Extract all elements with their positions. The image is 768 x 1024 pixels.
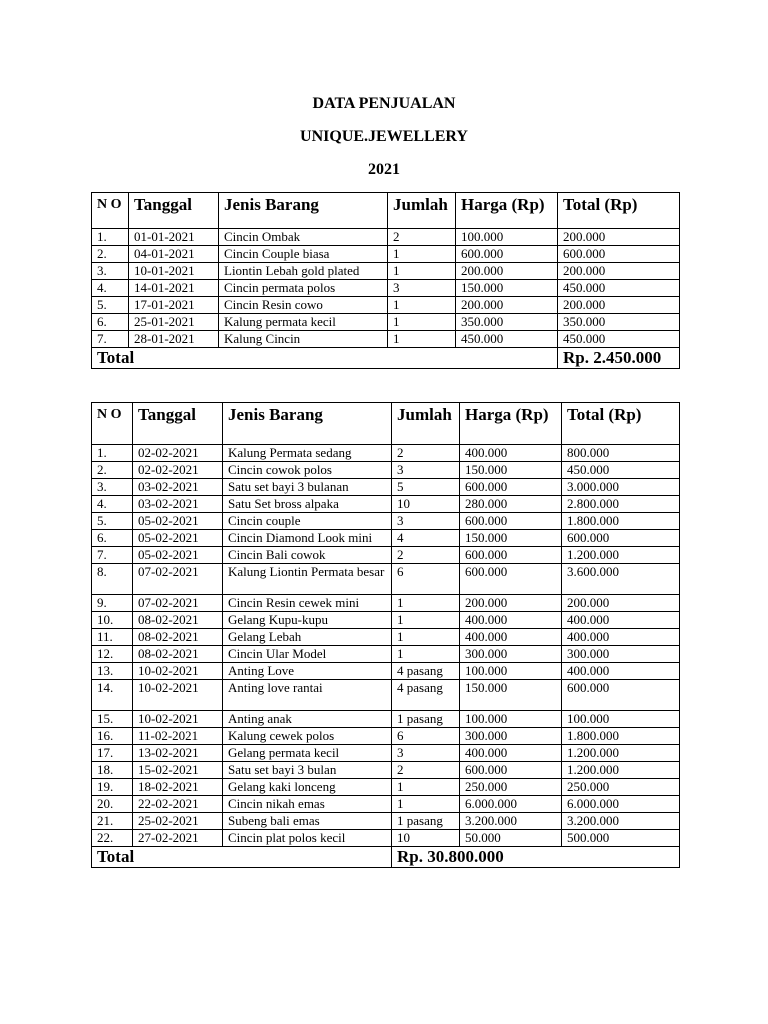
cell-harga: 300.000 bbox=[460, 646, 562, 663]
cell-no: 11. bbox=[92, 629, 133, 646]
cell-total: 100.000 bbox=[562, 711, 680, 728]
table-row bbox=[92, 728, 680, 745]
cell-no: 1. bbox=[92, 229, 129, 246]
cell-total: 800.000 bbox=[562, 445, 680, 462]
header-jumlah: Jumlah bbox=[388, 193, 456, 229]
cell-tanggal: 05-02-2021 bbox=[133, 513, 223, 530]
cell-no: 17. bbox=[92, 745, 133, 762]
cell-jumlah: 1 bbox=[392, 629, 460, 646]
cell-tanggal: 15-02-2021 bbox=[133, 762, 223, 779]
table-row bbox=[92, 663, 680, 680]
header-jenis-barang: Jenis Barang bbox=[219, 193, 388, 229]
header-tanggal: Tanggal bbox=[133, 403, 223, 445]
cell-tanggal: 08-02-2021 bbox=[133, 612, 223, 629]
cell-harga: 50.000 bbox=[460, 830, 562, 847]
table-row bbox=[92, 462, 680, 479]
cell-jenis-barang: Kalung permata kecil bbox=[219, 314, 388, 331]
cell-tanggal: 07-02-2021 bbox=[133, 564, 223, 595]
cell-jumlah: 1 bbox=[388, 314, 456, 331]
cell-no: 6. bbox=[92, 314, 129, 331]
cell-harga: 100.000 bbox=[456, 229, 558, 246]
cell-tanggal: 27-02-2021 bbox=[133, 830, 223, 847]
cell-no: 18. bbox=[92, 762, 133, 779]
cell-total: 3.000.000 bbox=[562, 479, 680, 496]
table-row bbox=[92, 513, 680, 530]
cell-jumlah: 1 bbox=[388, 331, 456, 348]
cell-no: 15. bbox=[92, 711, 133, 728]
cell-jenis-barang: Anting anak bbox=[223, 711, 392, 728]
cell-total: 400.000 bbox=[562, 612, 680, 629]
cell-harga: 3.200.000 bbox=[460, 813, 562, 830]
cell-tanggal: 11-02-2021 bbox=[133, 728, 223, 745]
header-tanggal: Tanggal bbox=[129, 193, 219, 229]
cell-tanggal: 05-02-2021 bbox=[133, 547, 223, 564]
cell-jumlah: 1 bbox=[392, 595, 460, 612]
cell-tanggal: 04-01-2021 bbox=[129, 246, 219, 263]
cell-jumlah: 1 pasang bbox=[392, 711, 460, 728]
cell-jenis-barang: Gelang Kupu-kupu bbox=[223, 612, 392, 629]
cell-harga: 450.000 bbox=[456, 331, 558, 348]
cell-tanggal: 13-02-2021 bbox=[133, 745, 223, 762]
header-total: Total (Rp) bbox=[562, 403, 680, 445]
cell-jumlah: 2 bbox=[392, 547, 460, 564]
cell-harga: 300.000 bbox=[460, 728, 562, 745]
table-row bbox=[92, 547, 680, 564]
cell-total: 600.000 bbox=[558, 246, 680, 263]
cell-jumlah: 6 bbox=[392, 564, 460, 595]
cell-harga: 600.000 bbox=[460, 547, 562, 564]
cell-total: 250.000 bbox=[562, 779, 680, 796]
cell-no: 16. bbox=[92, 728, 133, 745]
cell-jenis-barang: Kalung Permata sedang bbox=[223, 445, 392, 462]
cell-jumlah: 2 bbox=[388, 229, 456, 246]
cell-harga: 400.000 bbox=[460, 612, 562, 629]
cell-no: 19. bbox=[92, 779, 133, 796]
cell-total: 350.000 bbox=[558, 314, 680, 331]
table-row bbox=[92, 745, 680, 762]
cell-total: 1.200.000 bbox=[562, 547, 680, 564]
cell-jumlah: 1 bbox=[388, 263, 456, 280]
cell-harga: 200.000 bbox=[456, 263, 558, 280]
cell-jenis-barang: Cincin Bali cowok bbox=[223, 547, 392, 564]
cell-no: 10. bbox=[92, 612, 133, 629]
cell-jumlah: 1 bbox=[392, 779, 460, 796]
cell-jenis-barang: Subeng bali emas bbox=[223, 813, 392, 830]
table-row bbox=[92, 595, 680, 612]
table-row bbox=[92, 280, 680, 297]
cell-tanggal: 10-02-2021 bbox=[133, 663, 223, 680]
cell-harga: 280.000 bbox=[460, 496, 562, 513]
cell-jumlah: 3 bbox=[392, 513, 460, 530]
cell-harga: 600.000 bbox=[460, 479, 562, 496]
cell-jumlah: 2 bbox=[392, 445, 460, 462]
cell-harga: 150.000 bbox=[456, 280, 558, 297]
cell-jenis-barang: Anting love rantai bbox=[223, 680, 392, 711]
cell-harga: 400.000 bbox=[460, 445, 562, 462]
cell-total: 600.000 bbox=[562, 530, 680, 547]
cell-tanggal: 01-01-2021 bbox=[129, 229, 219, 246]
header-total: Total (Rp) bbox=[558, 193, 680, 229]
cell-total: 450.000 bbox=[558, 331, 680, 348]
cell-jenis-barang: Satu Set bross alpaka bbox=[223, 496, 392, 513]
cell-jenis-barang: Cincin couple bbox=[223, 513, 392, 530]
cell-harga: 100.000 bbox=[460, 711, 562, 728]
cell-total: 450.000 bbox=[558, 280, 680, 297]
cell-total: 3.600.000 bbox=[562, 564, 680, 595]
header-harga: Harga (Rp) bbox=[456, 193, 558, 229]
cell-no: 7. bbox=[92, 331, 129, 348]
cell-no: 1. bbox=[92, 445, 133, 462]
header-harga: Harga (Rp) bbox=[460, 403, 562, 445]
total-label: Total bbox=[92, 847, 392, 868]
cell-no: 20. bbox=[92, 796, 133, 813]
cell-jumlah: 2 bbox=[392, 762, 460, 779]
cell-tanggal: 18-02-2021 bbox=[133, 779, 223, 796]
cell-jenis-barang: Liontin Lebah gold plated bbox=[219, 263, 388, 280]
cell-jenis-barang: Cincin permata polos bbox=[219, 280, 388, 297]
cell-harga: 600.000 bbox=[460, 762, 562, 779]
cell-harga: 250.000 bbox=[460, 779, 562, 796]
header-jumlah: Jumlah bbox=[392, 403, 460, 445]
cell-jenis-barang: Gelang Lebah bbox=[223, 629, 392, 646]
document-title: DATA PENJUALAN bbox=[312, 95, 456, 112]
cell-no: 14. bbox=[92, 680, 133, 711]
cell-tanggal: 02-02-2021 bbox=[133, 445, 223, 462]
cell-jumlah: 1 bbox=[388, 246, 456, 263]
cell-total: 400.000 bbox=[562, 663, 680, 680]
cell-jumlah: 3 bbox=[392, 745, 460, 762]
table-row bbox=[92, 796, 680, 813]
cell-tanggal: 17-01-2021 bbox=[129, 297, 219, 314]
table-row bbox=[92, 445, 680, 462]
cell-jumlah: 3 bbox=[388, 280, 456, 297]
cell-total: 200.000 bbox=[558, 229, 680, 246]
cell-jumlah: 4 bbox=[392, 530, 460, 547]
cell-tanggal: 10-02-2021 bbox=[133, 680, 223, 711]
year-heading: 2021 bbox=[368, 161, 400, 178]
cell-harga: 200.000 bbox=[460, 595, 562, 612]
table-row bbox=[92, 629, 680, 646]
cell-jenis-barang: Cincin nikah emas bbox=[223, 796, 392, 813]
cell-jumlah: 4 pasang bbox=[392, 663, 460, 680]
cell-total: 6.000.000 bbox=[562, 796, 680, 813]
cell-total: 2.800.000 bbox=[562, 496, 680, 513]
cell-no: 13. bbox=[92, 663, 133, 680]
cell-jumlah: 4 pasang bbox=[392, 680, 460, 711]
total-value: Rp. 30.800.000 bbox=[392, 847, 680, 868]
cell-tanggal: 03-02-2021 bbox=[133, 479, 223, 496]
cell-tanggal: 08-02-2021 bbox=[133, 646, 223, 663]
table-row bbox=[92, 246, 680, 263]
cell-jumlah: 1 bbox=[392, 646, 460, 663]
cell-total: 1.800.000 bbox=[562, 513, 680, 530]
table-row bbox=[92, 612, 680, 629]
cell-jenis-barang: Kalung Cincin bbox=[219, 331, 388, 348]
sales-table-january bbox=[91, 192, 680, 369]
cell-no: 3. bbox=[92, 479, 133, 496]
cell-harga: 150.000 bbox=[460, 680, 562, 711]
cell-tanggal: 22-02-2021 bbox=[133, 796, 223, 813]
table-row bbox=[92, 813, 680, 830]
table-row bbox=[92, 229, 680, 246]
cell-no: 4. bbox=[92, 280, 129, 297]
header-no: N O bbox=[92, 193, 129, 229]
cell-total: 1.200.000 bbox=[562, 745, 680, 762]
table-row bbox=[92, 762, 680, 779]
cell-total: 450.000 bbox=[562, 462, 680, 479]
cell-harga: 600.000 bbox=[460, 513, 562, 530]
table-row bbox=[92, 530, 680, 547]
cell-jumlah: 5 bbox=[392, 479, 460, 496]
table-row bbox=[92, 711, 680, 728]
cell-tanggal: 03-02-2021 bbox=[133, 496, 223, 513]
cell-jumlah: 3 bbox=[392, 462, 460, 479]
cell-no: 8. bbox=[92, 564, 133, 595]
cell-tanggal: 05-02-2021 bbox=[133, 530, 223, 547]
cell-harga: 400.000 bbox=[460, 745, 562, 762]
cell-jenis-barang: Cincin plat polos kecil bbox=[223, 830, 392, 847]
cell-total: 200.000 bbox=[562, 595, 680, 612]
cell-jenis-barang: Satu set bayi 3 bulan bbox=[223, 762, 392, 779]
cell-tanggal: 10-02-2021 bbox=[133, 711, 223, 728]
cell-no: 3. bbox=[92, 263, 129, 280]
table-row bbox=[92, 331, 680, 348]
cell-total: 300.000 bbox=[562, 646, 680, 663]
cell-jenis-barang: Cincin Resin cowo bbox=[219, 297, 388, 314]
cell-jenis-barang: Cincin Ombak bbox=[219, 229, 388, 246]
cell-harga: 600.000 bbox=[460, 564, 562, 595]
cell-jumlah: 1 pasang bbox=[392, 813, 460, 830]
cell-jenis-barang: Cincin Couple biasa bbox=[219, 246, 388, 263]
cell-jumlah: 10 bbox=[392, 496, 460, 513]
table-row bbox=[92, 314, 680, 331]
total-value: Rp. 2.450.000 bbox=[558, 348, 680, 369]
table-row bbox=[92, 297, 680, 314]
cell-tanggal: 25-01-2021 bbox=[129, 314, 219, 331]
cell-tanggal: 25-02-2021 bbox=[133, 813, 223, 830]
total-label: Total bbox=[92, 348, 558, 369]
cell-tanggal: 02-02-2021 bbox=[133, 462, 223, 479]
header-no: N O bbox=[92, 403, 133, 445]
cell-tanggal: 14-01-2021 bbox=[129, 280, 219, 297]
cell-harga: 150.000 bbox=[460, 530, 562, 547]
cell-no: 5. bbox=[92, 297, 129, 314]
cell-tanggal: 07-02-2021 bbox=[133, 595, 223, 612]
cell-jenis-barang: Cincin Diamond Look mini bbox=[223, 530, 392, 547]
cell-harga: 100.000 bbox=[460, 663, 562, 680]
cell-total: 200.000 bbox=[558, 263, 680, 280]
cell-harga: 600.000 bbox=[456, 246, 558, 263]
cell-no: 21. bbox=[92, 813, 133, 830]
cell-total: 200.000 bbox=[558, 297, 680, 314]
cell-total: 3.200.000 bbox=[562, 813, 680, 830]
cell-no: 2. bbox=[92, 246, 129, 263]
table-row bbox=[92, 779, 680, 796]
cell-jenis-barang: Anting Love bbox=[223, 663, 392, 680]
cell-jenis-barang: Cincin Resin cewek mini bbox=[223, 595, 392, 612]
cell-jumlah: 1 bbox=[388, 297, 456, 314]
cell-total: 500.000 bbox=[562, 830, 680, 847]
cell-tanggal: 10-01-2021 bbox=[129, 263, 219, 280]
cell-harga: 6.000.000 bbox=[460, 796, 562, 813]
cell-no: 2. bbox=[92, 462, 133, 479]
cell-no: 6. bbox=[92, 530, 133, 547]
cell-harga: 150.000 bbox=[460, 462, 562, 479]
table-row bbox=[92, 680, 680, 711]
header-jenis-barang: Jenis Barang bbox=[223, 403, 392, 445]
cell-total: 1.200.000 bbox=[562, 762, 680, 779]
cell-harga: 400.000 bbox=[460, 629, 562, 646]
cell-jenis-barang: Satu set bayi 3 bulanan bbox=[223, 479, 392, 496]
cell-jenis-barang: Gelang kaki lonceng bbox=[223, 779, 392, 796]
cell-jenis-barang: Cincin Ular Model bbox=[223, 646, 392, 663]
cell-total: 1.800.000 bbox=[562, 728, 680, 745]
cell-jenis-barang: Cincin cowok polos bbox=[223, 462, 392, 479]
table-row bbox=[92, 564, 680, 595]
cell-total: 400.000 bbox=[562, 629, 680, 646]
sales-table-february bbox=[91, 402, 680, 868]
cell-tanggal: 08-02-2021 bbox=[133, 629, 223, 646]
cell-no: 5. bbox=[92, 513, 133, 530]
cell-no: 7. bbox=[92, 547, 133, 564]
cell-jumlah: 1 bbox=[392, 796, 460, 813]
cell-jenis-barang: Gelang permata kecil bbox=[223, 745, 392, 762]
cell-no: 22. bbox=[92, 830, 133, 847]
cell-no: 4. bbox=[92, 496, 133, 513]
store-name: UNIQUE.JEWELLERY bbox=[300, 128, 468, 145]
table-row bbox=[92, 646, 680, 663]
cell-total: 600.000 bbox=[562, 680, 680, 711]
cell-jenis-barang: Kalung cewek polos bbox=[223, 728, 392, 745]
cell-harga: 350.000 bbox=[456, 314, 558, 331]
cell-harga: 200.000 bbox=[456, 297, 558, 314]
cell-jumlah: 6 bbox=[392, 728, 460, 745]
cell-tanggal: 28-01-2021 bbox=[129, 331, 219, 348]
table-row bbox=[92, 263, 680, 280]
cell-no: 12. bbox=[92, 646, 133, 663]
cell-no: 9. bbox=[92, 595, 133, 612]
table-row bbox=[92, 496, 680, 513]
table-row bbox=[92, 830, 680, 847]
cell-jumlah: 1 bbox=[392, 612, 460, 629]
table-row bbox=[92, 479, 680, 496]
cell-jenis-barang: Kalung Liontin Permata besar bbox=[223, 564, 392, 595]
cell-jumlah: 10 bbox=[392, 830, 460, 847]
